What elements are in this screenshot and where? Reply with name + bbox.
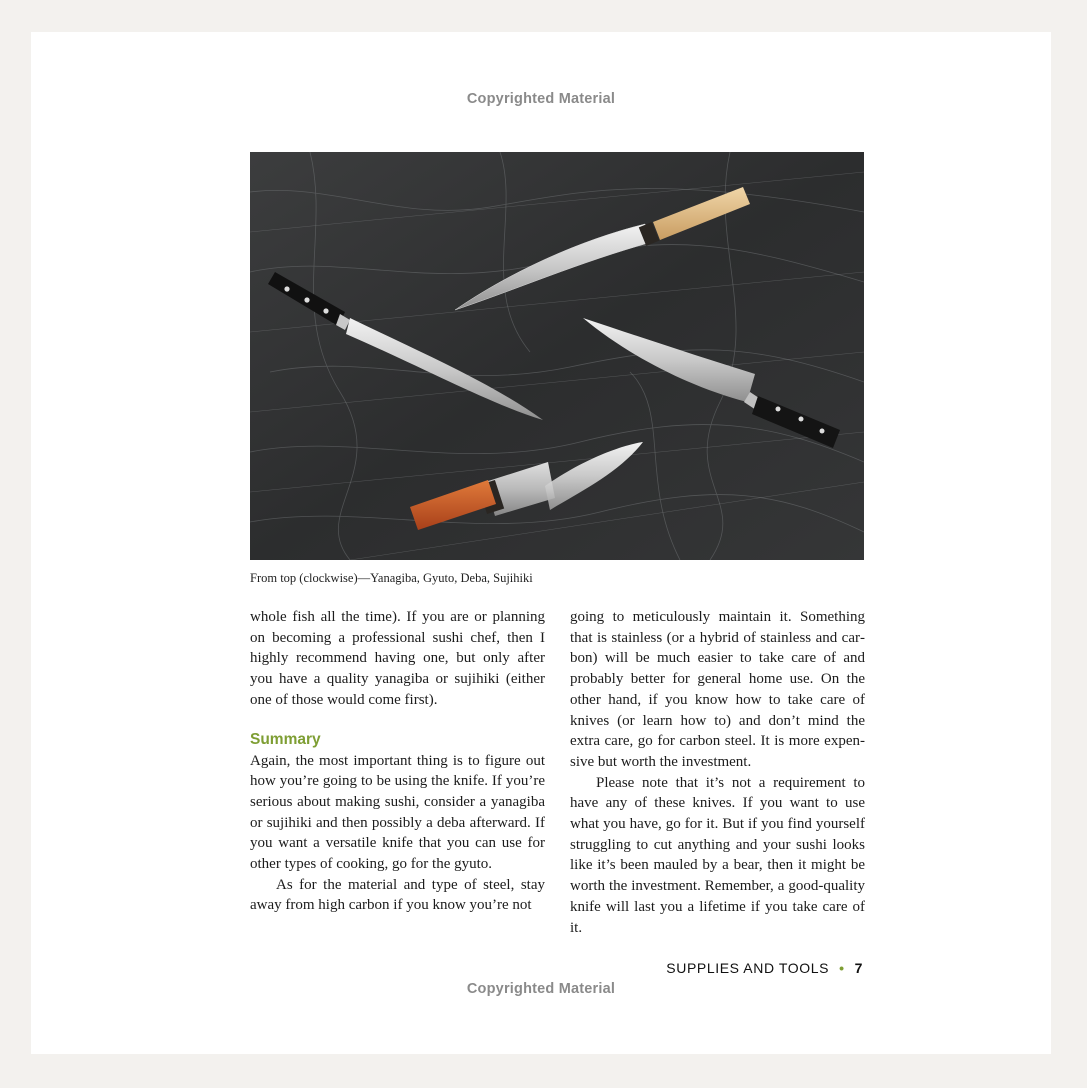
right-column <box>570 607 865 938</box>
right-paragraph-2: Please note that it’s not a requirement to have any of these knives. If you want to use what you have, go for it. But if you find yourself struggling to cut anything and your sushi looks like it’s been mauled by a bear, then it might be worth the investment. Remember, a good-quality knife will last you a lifetime if you take care of it. <box>570 774 865 936</box>
copyright-watermark-bottom: Copyrighted Material <box>466 981 616 997</box>
left-paragraph-2: Again, the most important thing is to figure out how you’re going to be using the knife. If you’re serious about making sushi, consider a yanagiba or sujihiki and then possibly a deba afterward. If you want a versatile knife that you can use for other types of cooking, go for the gyuto. <box>250 752 545 873</box>
left-paragraph-3: As for the material and type of steel, stay away from high carbon if you know you’re not <box>250 876 545 914</box>
footer-separator: • <box>839 960 845 976</box>
right-paragraph-1: going to meticulously maintain it. Something that is stainless (or a hybrid of stainless and carbon) will be much easier to take care of and probably better for general home use. On the other hand, if you know how to take care of knives (or learn how to) and don’t mind the extra care, go for carbon steel. It is more expensive but worth the investment. <box>570 609 865 770</box>
footer-section-title: SUPPLIES AND TOOLS <box>666 960 830 976</box>
running-footer <box>666 960 863 976</box>
copyright-watermark-top: Copyrighted Material <box>466 91 616 107</box>
figure-caption: From top (clockwise)—Yanagiba, Gyuto, Deba, Sujihiki <box>250 571 533 585</box>
page-number: 7 <box>854 960 863 976</box>
left-column <box>250 607 545 916</box>
left-paragraph-1: whole fish all the time). If you are or planning on becoming a professional sushi chef, then I highly recommend having one, but only after you have a quality yanagiba or sujihiki (either one of those would come first). <box>250 609 545 708</box>
knives-photo <box>250 152 864 560</box>
book-page <box>31 32 1051 1054</box>
section-heading-summary: Summary <box>250 730 321 748</box>
